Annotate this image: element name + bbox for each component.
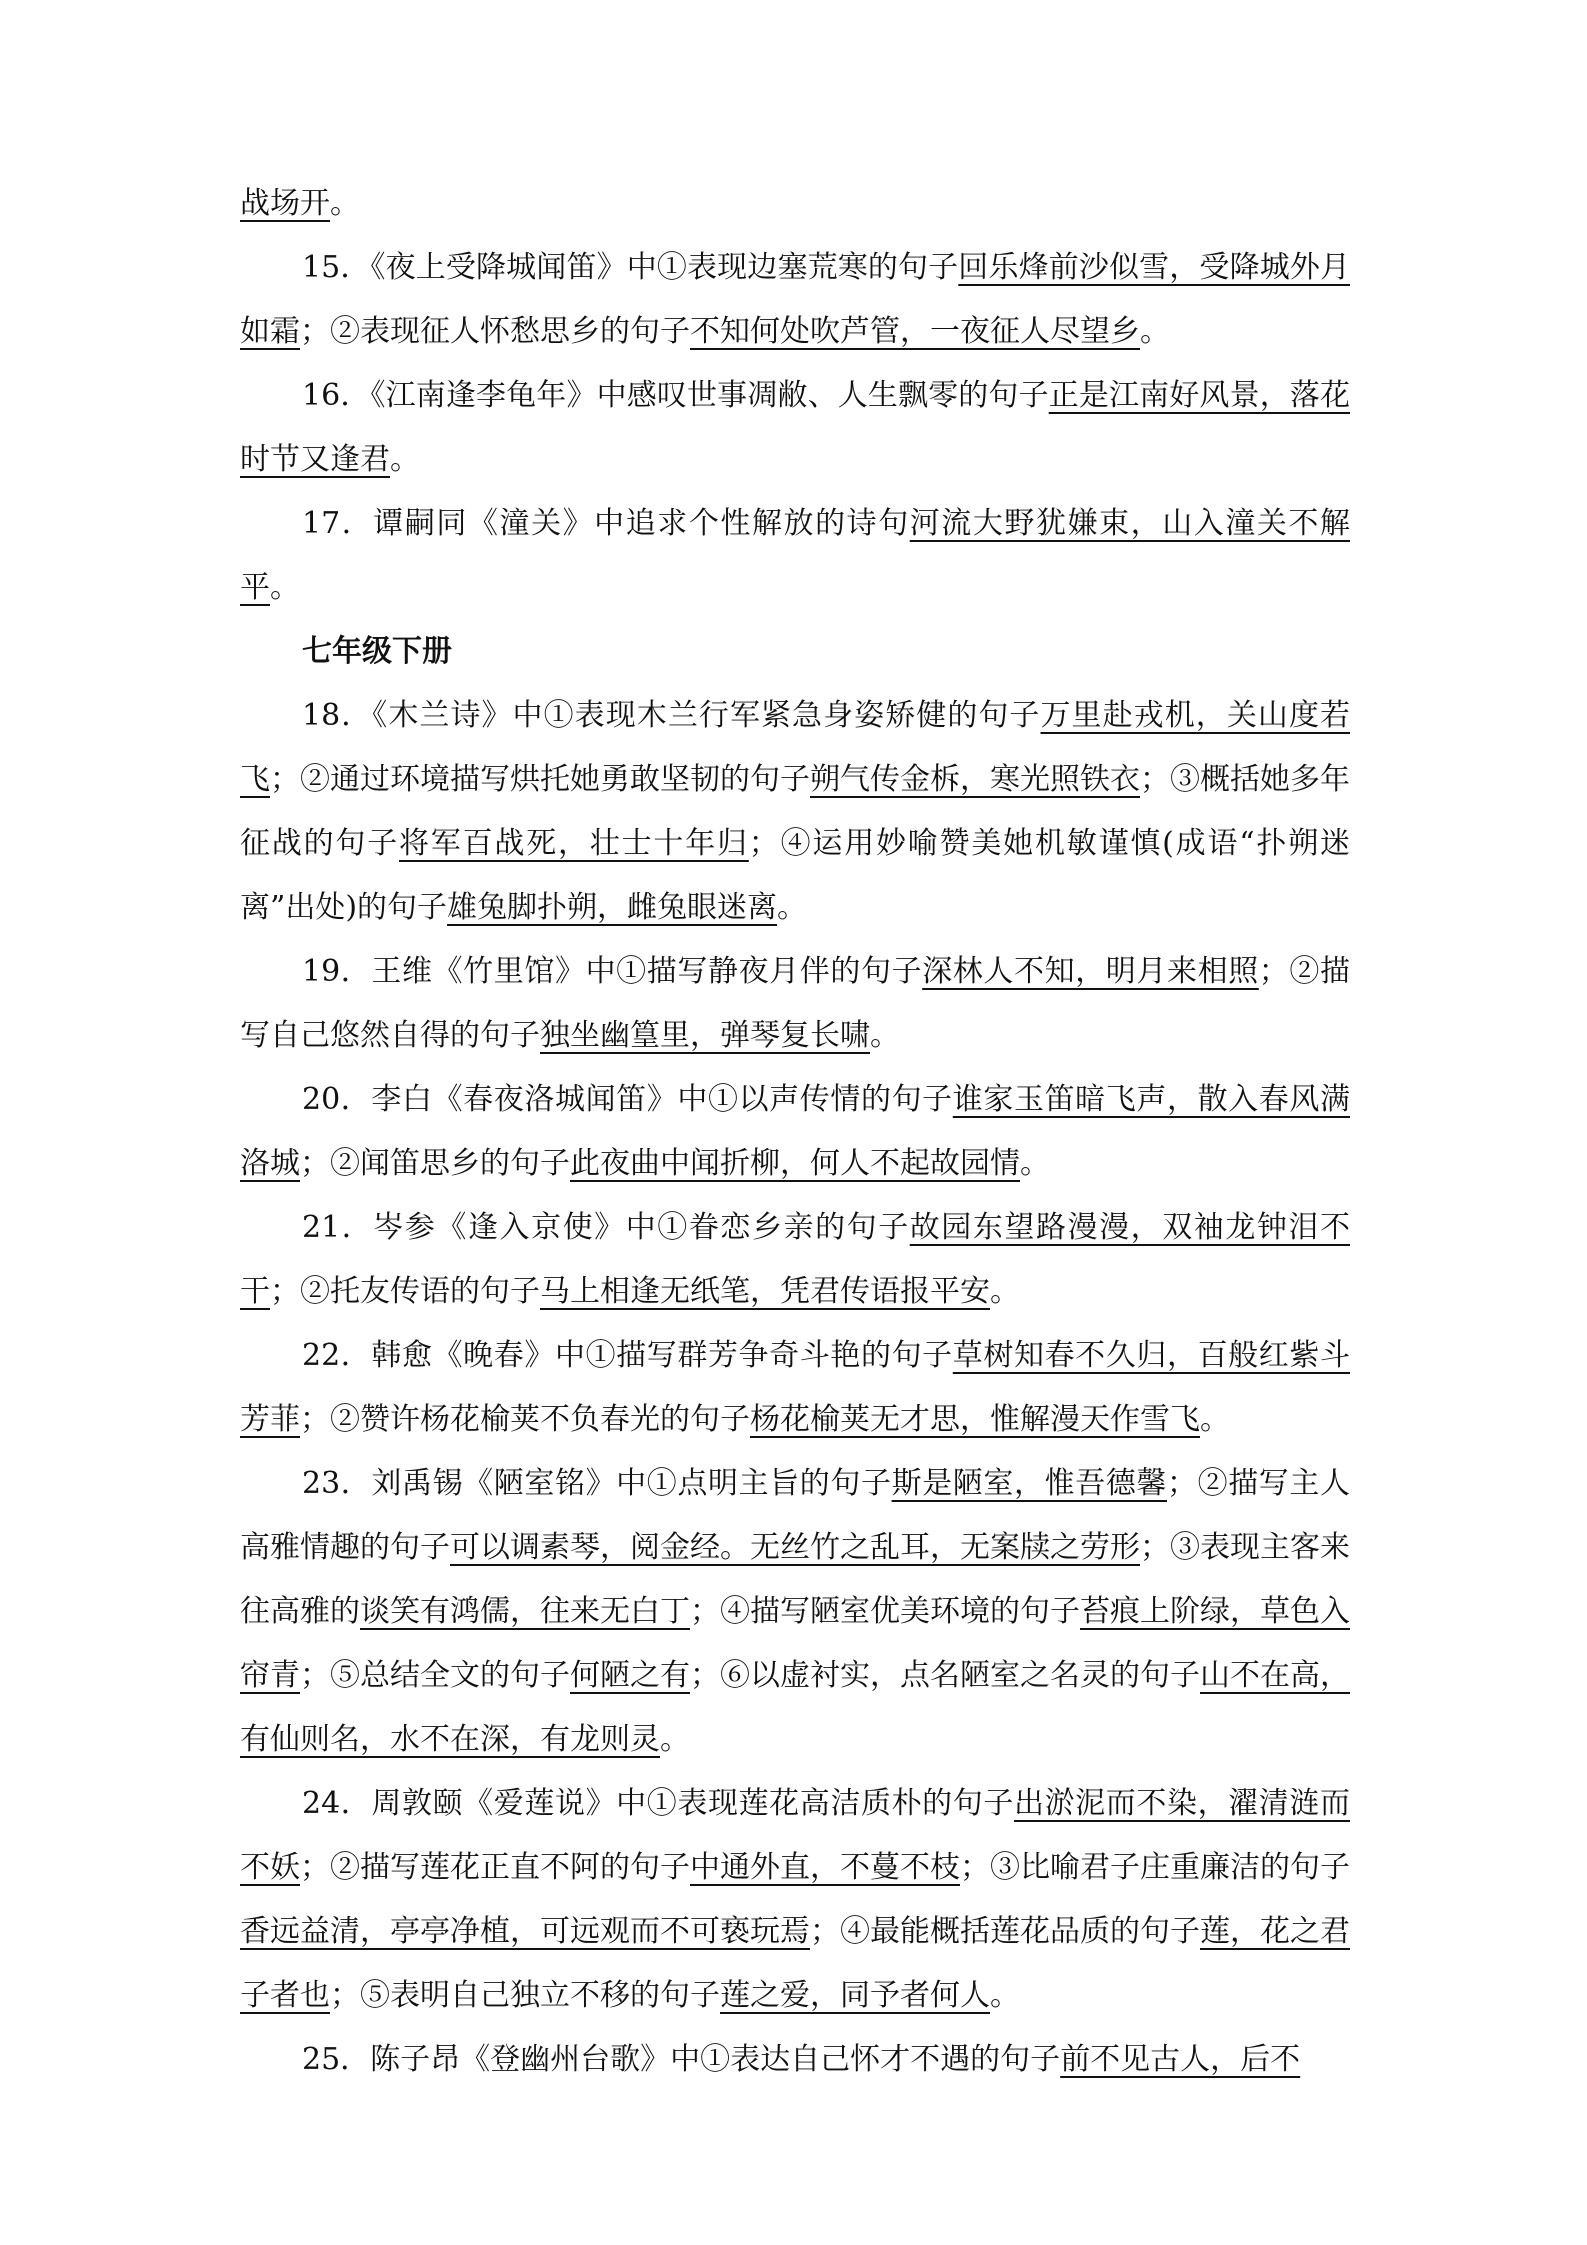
answer-text: 不知何处吹芦管，一夜征人尽望乡 xyxy=(690,314,1140,349)
question-text: 23．刘禹锡《陋室铭》中①点明主旨的句子 xyxy=(302,1466,892,1501)
question-item xyxy=(240,940,1350,1068)
answer-text: 将军百战死，壮士十年归 xyxy=(399,826,749,861)
answer-text: 斯是陋室，惟吾德馨 xyxy=(891,1466,1167,1501)
answer-text: 山不在高，有仙则名，水不在深，有龙则灵 xyxy=(240,1658,1350,1757)
answer-text: 马上相逢无纸笔，凭君传语报平安 xyxy=(540,1274,990,1309)
question-text: 24．周敦颐《爱莲说》中①表现莲花高洁质朴的句子 xyxy=(302,1786,1014,1821)
answer-text: 何陋之有 xyxy=(570,1658,690,1693)
question-text: ；⑤总结全文的句子 xyxy=(300,1658,570,1693)
question-text: 。 xyxy=(330,186,360,221)
question-text: 22．韩愈《晚春》中①描写群芳争奇斗艳的句子 xyxy=(302,1338,953,1373)
question-text: 18．《木兰诗》中①表现木兰行军紧急身姿矫健的句子 xyxy=(302,698,1041,733)
question-item xyxy=(240,1772,1350,2028)
question-text: 15．《夜上受降城闻笛》中①表现边塞荒寒的句子 xyxy=(302,250,959,285)
question-text: 21．岑参《逢入京使》中①眷恋乡亲的句子 xyxy=(302,1210,910,1245)
question-text: ；②闻笛思乡的句子 xyxy=(300,1146,570,1181)
question-text: 七年级下册 xyxy=(302,634,452,669)
answer-text: 谁家玉笛暗飞声，散入春风满洛城 xyxy=(240,1082,1350,1181)
answer-text: 万里赴戎机，关山度若飞 xyxy=(240,698,1350,797)
answer-text: 出淤泥而不染，濯清涟而不妖 xyxy=(240,1786,1350,1885)
answer-text: 河流大野犹嫌束，山入潼关不解平 xyxy=(240,506,1350,605)
question-item xyxy=(240,1324,1350,1452)
question-item xyxy=(240,1452,1350,1772)
question-text: ；②描写自己悠然自得的句子 xyxy=(240,954,1350,1053)
answer-text: 此夜曲中闻折柳，何人不起故园情 xyxy=(570,1146,1020,1181)
question-item xyxy=(240,1196,1350,1324)
section-title xyxy=(240,620,1350,684)
question-text: ；③比喻君子庄重廉洁的句子 xyxy=(960,1850,1350,1885)
question-item xyxy=(240,172,1350,236)
question-text: ；②托友传语的句子 xyxy=(270,1274,540,1309)
answer-text: 谈笑有鸿儒，往来无白丁 xyxy=(360,1594,690,1629)
question-text: ；④最能概括莲花品质的句子 xyxy=(810,1914,1200,1949)
question-text: 16．《江南逢李龟年》中感叹世事凋敝、人生飘零的句子 xyxy=(302,378,1049,413)
question-text: 20．李白《春夜洛城闻笛》中①以声传情的句子 xyxy=(302,1082,953,1117)
answer-text: 杨花榆荚无才思，惟解漫天作雪飞 xyxy=(750,1402,1200,1437)
question-text: 。 xyxy=(777,890,808,925)
question-text: 25．陈子昂《登幽州台歌》中①表达自己怀才不遇的句子 xyxy=(302,2042,1061,2077)
answer-text: 前不见古人，后不 xyxy=(1060,2042,1301,2077)
question-text: 19．王维《竹里馆》中①描写静夜月伴的句子 xyxy=(302,954,923,989)
answer-text: 香远益清，亭亭净植，可远观而不可亵玩焉 xyxy=(240,1914,810,1949)
answer-text: 苔痕上阶绿，草色入帘青 xyxy=(240,1594,1350,1693)
question-item xyxy=(240,492,1350,620)
answer-text: 战场开 xyxy=(240,186,330,221)
question-item xyxy=(240,364,1350,492)
question-text: 。 xyxy=(990,1978,1020,2013)
answer-text: 回乐烽前沙似雪，受降城外月如霜 xyxy=(240,250,1350,349)
question-item xyxy=(240,684,1350,940)
question-text: ；②描写主人高雅情趣的句子 xyxy=(240,1466,1351,1565)
question-text: 。 xyxy=(1200,1402,1230,1437)
question-item xyxy=(240,2028,1350,2092)
question-text: ；⑥以虚衬实，点名陋室之名灵的句子 xyxy=(690,1658,1200,1693)
question-text: ；④描写陋室优美环境的句子 xyxy=(690,1594,1080,1629)
answer-text: 深林人不知，明月来相照 xyxy=(922,954,1259,989)
question-text: ；③表现主客来往高雅的 xyxy=(240,1530,1350,1629)
answer-text: 可以调素琴，阅金经。无丝竹之乱耳，无案牍之劳形 xyxy=(450,1530,1140,1565)
question-text: 。 xyxy=(990,1274,1020,1309)
question-text: ；④运用妙喻赞美她机敏谨慎(成语“扑朔迷离”出处)的句子 xyxy=(240,826,1351,925)
question-text: 。 xyxy=(660,1722,690,1757)
answer-text: 草树知春不久归，百般红紫斗芳菲 xyxy=(240,1338,1350,1437)
question-text: ；②通过环境描写烘托她勇敢坚韧的句子 xyxy=(270,762,810,797)
question-text: 17．谭嗣同《潼关》中追求个性解放的诗句 xyxy=(302,506,910,541)
answer-text: 故园东望路漫漫，双袖龙钟泪不干 xyxy=(240,1210,1350,1309)
document-body xyxy=(240,172,1350,2092)
question-text: 。 xyxy=(270,570,300,605)
answer-text: 朔气传金柝，寒光照铁衣 xyxy=(810,762,1140,797)
question-text: 。 xyxy=(1020,1146,1050,1181)
answer-text: 中通外直，不蔓不枝 xyxy=(690,1850,960,1885)
answer-text: 莲之爱，同予者何人 xyxy=(720,1978,990,2013)
question-text: ；②描写莲花正直不阿的句子 xyxy=(300,1850,690,1885)
question-item xyxy=(240,236,1350,364)
question-text: ；③概括她多年征战的句子 xyxy=(240,762,1350,861)
question-text: 。 xyxy=(390,442,420,477)
question-text: 。 xyxy=(870,1018,900,1053)
question-item xyxy=(240,1068,1350,1196)
question-text: ；②表现征人怀愁思乡的句子 xyxy=(300,314,690,349)
answer-text: 独坐幽篁里，弹琴复长啸 xyxy=(540,1018,870,1053)
answer-text: 雄兔脚扑朔，雌兔眼迷离 xyxy=(447,890,778,925)
answer-text: 正是江南好风景，落花时节又逢君 xyxy=(240,378,1350,477)
question-text: 。 xyxy=(1140,314,1170,349)
question-text: ；②赞许杨花榆荚不负春光的句子 xyxy=(300,1402,750,1437)
answer-text: 莲，花之君子者也 xyxy=(240,1914,1350,2013)
question-text: ；⑤表明自己独立不移的句子 xyxy=(330,1978,720,2013)
